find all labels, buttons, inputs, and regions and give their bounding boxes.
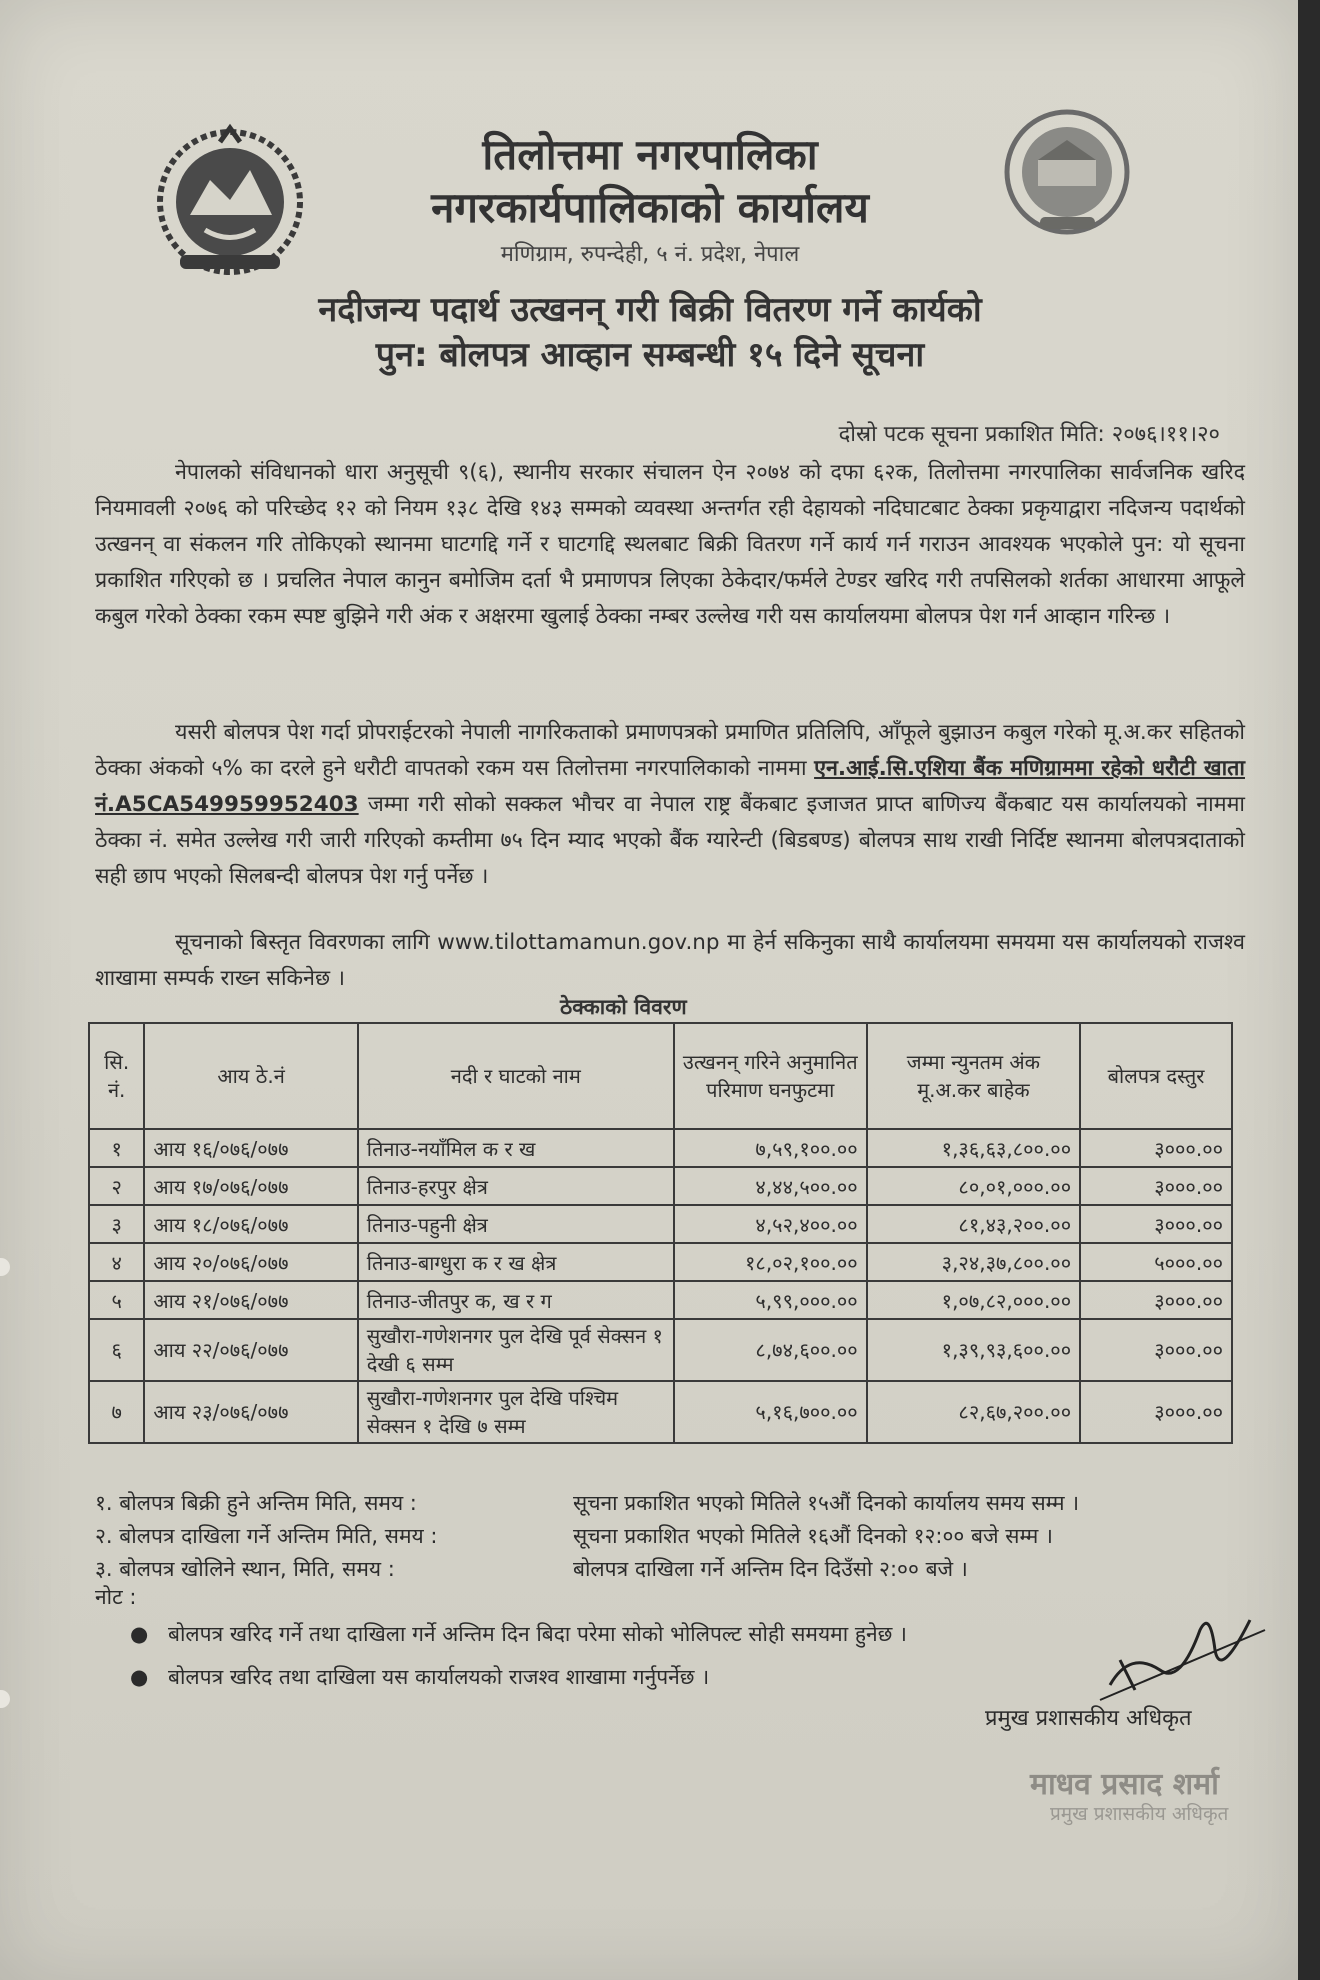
col-header-quantity: उत्खनन् गरिने अनुमानित परिमाण घनफुटमा — [674, 1023, 867, 1129]
bullet-icon: ● — [130, 1622, 149, 1646]
cell-min-amount: ८२,६७,२००.०० — [867, 1381, 1080, 1443]
cell-min-amount: १,३६,६३,८००.०० — [867, 1129, 1080, 1167]
col-header-id: आय ठे.नं — [144, 1023, 357, 1129]
bullet-icon: ● — [130, 1665, 149, 1689]
table-caption: ठेक्काको विवरण — [560, 995, 687, 1019]
notice-title-line2: पुन: बोलपत्र आव्हान सम्बन्धी १५ दिने सूचना — [375, 335, 925, 375]
col-header-fee: बोलपत्र दस्तुर — [1080, 1023, 1232, 1129]
cell-quantity: ८,७४,६००.०० — [674, 1319, 867, 1381]
col-header-min-amount: जम्मा न्युनतम अंक मू.अ.कर बाहेक — [867, 1023, 1080, 1129]
table-row — [89, 1167, 1232, 1205]
cell-fee: ३०००.०० — [1080, 1167, 1232, 1205]
paragraph-1 — [95, 455, 1245, 635]
deadline-value: सूचना प्रकाशित भएको मितिले १६औं दिनको १२:०० बजे सम्म । — [573, 1524, 1053, 1548]
notes-heading: नोट : — [95, 1585, 137, 1609]
stamp-name: माधव प्रसाद शर्मा — [1030, 1767, 1219, 1802]
nepal-emblem-icon — [150, 120, 310, 280]
cell-name: सुखौरा-गणेशनगर पुल देखि पूर्व सेक्सन १ देखी ६ सम्म — [358, 1319, 674, 1381]
org-name-line1: तिलोत्तमा नगरपालिका — [482, 130, 818, 179]
deadline-label: ३. बोलपत्र खोलिने स्थान, मिति, समय : — [95, 1557, 395, 1581]
col-header-sn: सि. नं. — [89, 1023, 144, 1129]
cell-sn: ३ — [89, 1205, 144, 1243]
note-item — [130, 1620, 907, 1648]
municipality-logo-icon — [1000, 105, 1135, 240]
cell-id: आय २०/०७६/०७७ — [144, 1243, 357, 1281]
cell-min-amount: ८०,०१,०००.०० — [867, 1167, 1080, 1205]
cell-sn: ७ — [89, 1381, 144, 1443]
cell-sn: १ — [89, 1129, 144, 1167]
cell-id: आय २१/०७६/०७७ — [144, 1281, 357, 1319]
publish-date: दोस्रो पटक सूचना प्रकाशित मिति: २०७६।११।२० — [838, 422, 1220, 447]
paragraph-1-text: नेपालको संविधानको धारा अनुसूची ९(६), स्थानीय सरकार संचालन ऐन २०७४ को दफा ६२क, तिलोत्तमा नगरपालिका सार्वजनिक खरिद नियमावली २०७६ को परिच्छेद १२ को नियम १३८ देखि १४३ सम्मको व्यवस्था अन्तर्गत रही देहायको नदिघाटबाट ठेक्का प्रकृयाद्वारा नदिजन्य पदार्थको उत्खनन् वा संकलन गरि तोकिएको स्थानमा घाटगद्दि गर्ने र घाटगद्दि स्थलबाट बिक्री वितरण गर्ने कार्य गर्न गराउन आवश्यक भएकोले पुन: यो सूचना प्रकाशित गरिएको छ । प्रचलित नेपाल कानुन बमोजिम दर्ता भै प्रमाणपत्र लिएका ठेकेदार/फर्मले टेण्डर खरिद गरी तपसिलको शर्तका आधारमा आफूले कबुल गरेको ठेक्का रकम स्पष्ट बुझिने गरी अंक र अक्षरमा खुलाई ठेक्का नम्बर उल्लेख गरी यस कार्यालयमा बोलपत्र पेश गर्न आव्हान गरिन्छ । — [95, 460, 1245, 629]
cell-quantity: ७,५९,१००.०० — [674, 1129, 867, 1167]
punch-hole — [0, 1690, 10, 1708]
cell-sn: २ — [89, 1167, 144, 1205]
cell-id: आय १७/०७६/०७७ — [144, 1167, 357, 1205]
table-header-row — [89, 1023, 1232, 1129]
cell-min-amount: १,३९,९३,६००.०० — [867, 1319, 1080, 1381]
cell-sn: ५ — [89, 1281, 144, 1319]
cell-fee: ५०००.०० — [1080, 1243, 1232, 1281]
paragraph-2-text-b: जम्मा गरी सोको सक्कल भौचर वा नेपाल राष्ट्र बैंकबाट इजाजत प्राप्त बाणिज्य बैंकबाट यस कार्यालयको नाममा ठेक्का नं. समेत उल्लेख गरी जारी गरिएको कम्तीमा ७५ दिन म्याद भएको बैंक ग्यारेन्टी (बिडबण्ड) बोलपत्र साथ राखी निर्दिष्ट स्थानमा बोलपत्रदाताको सही छाप भएको सिलबन्दी बोलपत्र पेश गर्नु पर्नेछ । — [95, 792, 1245, 889]
punch-hole — [0, 1258, 10, 1276]
tender-table — [88, 1022, 1233, 1444]
cell-sn: ६ — [89, 1319, 144, 1381]
paragraph-3-text: सूचनाको बिस्तृत विवरणका लागि www.tilottamamun.gov.np मा हेर्न सकिनुका साथै कार्यालयमा समयमा यस कार्यालयको राजश्व शाखामा सम्पर्क राख्न सकिनेछ । — [95, 930, 1245, 991]
cell-min-amount: ८१,४३,२००.०० — [867, 1205, 1080, 1243]
cell-id: आय १८/०७६/०७७ — [144, 1205, 357, 1243]
signature-icon — [1090, 1590, 1270, 1710]
cell-name: सुखौरा-गणेशनगर पुल देखि पश्चिम सेक्सन १ देखि ७ सम्म — [358, 1381, 674, 1443]
cell-quantity: १८,०२,१००.०० — [674, 1243, 867, 1281]
cell-min-amount: ३,२४,३७,८००.०० — [867, 1243, 1080, 1281]
deadline-value: बोलपत्र दाखिला गर्ने अन्तिम दिन दिउँसो २:०० बजे । — [573, 1557, 968, 1581]
stamp-title: प्रमुख प्रशासकीय अधिकृत — [1050, 1803, 1229, 1825]
cell-name: तिनाउ-हरपुर क्षेत्र — [358, 1167, 674, 1205]
cell-id: आय १६/०७६/०७७ — [144, 1129, 357, 1167]
cell-fee: ३०००.०० — [1080, 1319, 1232, 1381]
cell-fee: ३०००.०० — [1080, 1381, 1232, 1443]
signatory-title: प्रमुख प्रशासकीय अधिकृत — [985, 1706, 1192, 1731]
cell-quantity: ४,५२,४००.०० — [674, 1205, 867, 1243]
cell-name: तिनाउ-पहुनी क्षेत्र — [358, 1205, 674, 1243]
note-item — [130, 1663, 709, 1691]
note-text: बोलपत्र खरिद तथा दाखिला यस कार्यालयको राजश्व शाखामा गर्नुपर्नेछ । — [168, 1665, 710, 1689]
deadline-item — [95, 1487, 1245, 1520]
deadline-label: २. बोलपत्र दाखिला गर्ने अन्तिम मिति, समय : — [95, 1524, 438, 1548]
table-row — [89, 1129, 1232, 1167]
table-row — [89, 1205, 1232, 1243]
cell-fee: ३०००.०० — [1080, 1129, 1232, 1167]
cell-quantity: ५,१६,७००.०० — [674, 1381, 867, 1443]
deadline-item — [95, 1553, 1245, 1586]
notice-title-line1: नदीजन्य पदार्थ उत्खनन् गरी बिक्री वितरण गर्ने कार्यको — [318, 290, 982, 330]
note-text: बोलपत्र खरिद गर्ने तथा दाखिला गर्ने अन्तिम दिन बिदा परेमा सोको भोलिपल्ट सोही समयमा हुनेछ । — [168, 1622, 907, 1646]
deadline-item — [95, 1520, 1245, 1553]
cell-quantity: ५,९९,०००.०० — [674, 1281, 867, 1319]
paragraph-3 — [95, 925, 1245, 997]
deadline-label: १. बोलपत्र बिक्री हुने अन्तिम मिति, समय : — [95, 1491, 417, 1515]
cell-fee: ३०००.०० — [1080, 1205, 1232, 1243]
table-row — [89, 1381, 1232, 1443]
cell-min-amount: १,०७,८२,०००.०० — [867, 1281, 1080, 1319]
org-name-line2: नगरकार्यपालिकाको कार्यालय — [431, 183, 869, 232]
cell-quantity: ४,४४,५००.०० — [674, 1167, 867, 1205]
cell-id: आय २२/०७६/०७७ — [144, 1319, 357, 1381]
table-row — [89, 1243, 1232, 1281]
cell-name: तिनाउ-बाग्धुरा क र ख क्षेत्र — [358, 1243, 674, 1281]
deposit-account: एन.आई.सि.एशिया बैंक मणिग्राममा रहेको धरौटी खाता नं.A5CA549959952403 — [95, 756, 1245, 817]
cell-name: तिनाउ-जीतपुर क, ख र ग — [358, 1281, 674, 1319]
cell-sn: ४ — [89, 1243, 144, 1281]
col-header-name: नदी र घाटको नाम — [358, 1023, 674, 1129]
deadline-value: सूचना प्रकाशित भएको मितिले १५औं दिनको कार्यालय समय सम्म । — [573, 1491, 1080, 1515]
cell-fee: ३०००.०० — [1080, 1281, 1232, 1319]
org-address: मणिग्राम, रुपन्देही, ५ नं. प्रदेश, नेपाल — [500, 242, 800, 267]
paragraph-2-text-a: यसरी बोलपत्र पेश गर्दा प्रोपराईटरको नेपाली नागरिकताको प्रमाणपत्रको प्रमाणित प्रतिलिपि, आँफूले बुझाउन कबुल गरेको मू.अ.कर सहितको ठेक्का अंकको ५% का दरले हुने धरौटी वापतको रकम यस तिलोत्तमा नगरपालिकाको नाममा — [95, 720, 1245, 781]
cell-id: आय २३/०७६/०७७ — [144, 1381, 357, 1443]
table-row — [89, 1319, 1232, 1381]
deadline-list — [95, 1487, 1245, 1586]
table-row — [89, 1281, 1232, 1319]
cell-name: तिनाउ-नयाँमिल क र ख — [358, 1129, 674, 1167]
paragraph-2 — [95, 715, 1245, 895]
